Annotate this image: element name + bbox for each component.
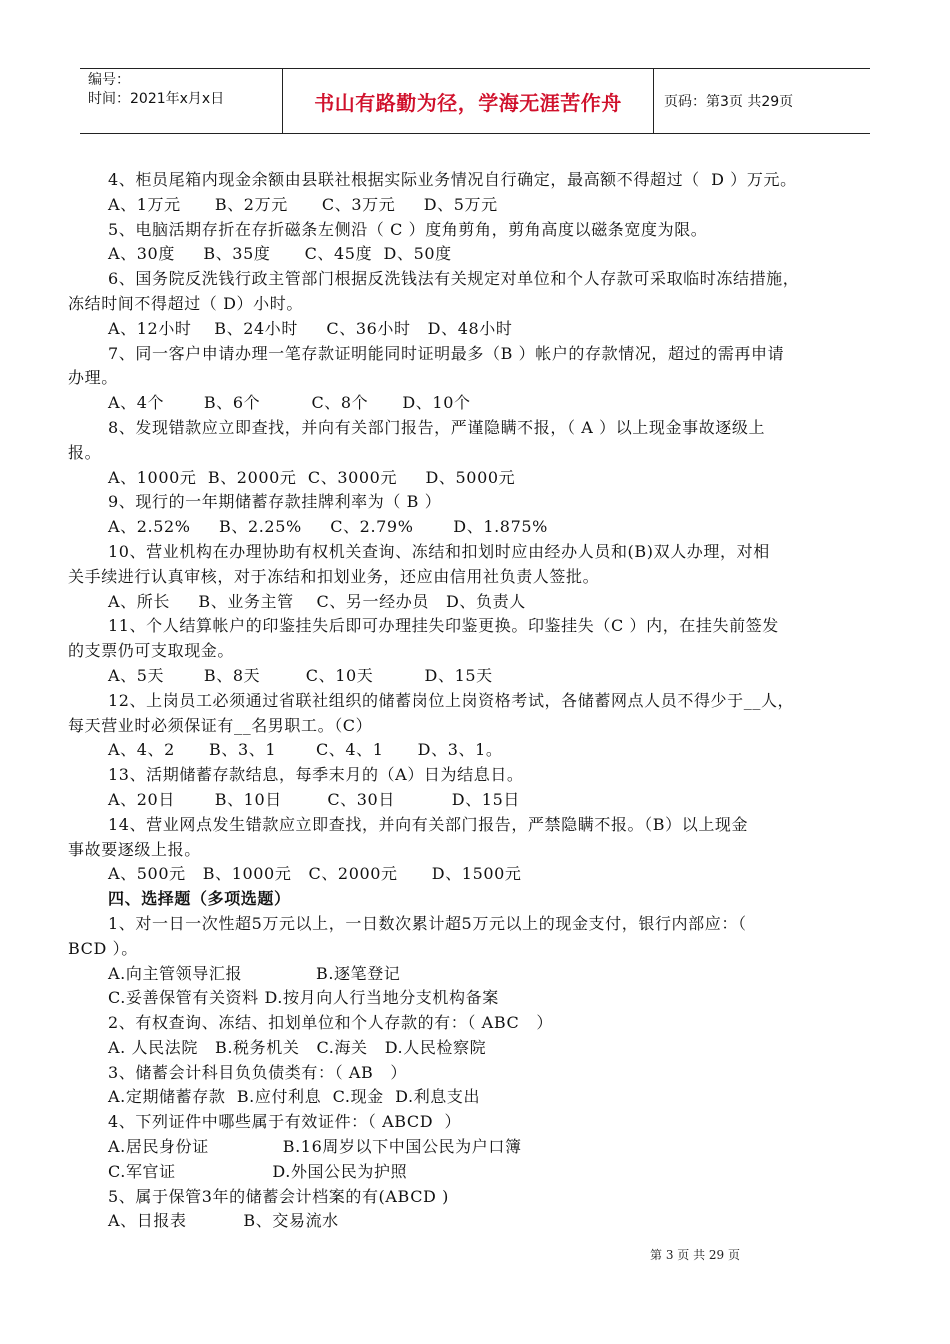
text-line: A、500元 B、1000元 C、2000元 D、1500元 bbox=[108, 864, 522, 884]
document-body bbox=[68, 168, 898, 1234]
section-heading: 四、选择题（多项选题） bbox=[108, 889, 291, 909]
header-motto: 书山有路勤为径，学海无涯苦作舟 bbox=[282, 69, 654, 133]
text-line: 6、国务院反洗钱行政主管部门根据反洗钱法有关规定对单位和个人存款可采取临时冻结措施， bbox=[108, 269, 800, 289]
text-line: C.军官证 D.外国公民为护照 bbox=[108, 1161, 408, 1181]
text-line: A、2.52% B、2.25% C、2.79% D、1.875% bbox=[108, 517, 548, 537]
text-line: A、1万元 B、2万元 C、3万元 D、5万元 bbox=[108, 194, 498, 214]
text-line: 报。 bbox=[68, 442, 102, 462]
text-line: 13、活期储蓄存款结息，每季末月的（A）日为结息日。 bbox=[108, 765, 524, 785]
text-line: 11、个人结算帐户的印鉴挂失后即可办理挂失印鉴更换。印鉴挂失（C ）内，在挂失前签发 bbox=[108, 616, 779, 636]
text-line: 1、对一日一次性超5万元以上，一日数次累计超5万元以上的现金支付，银行内部应：（ bbox=[108, 913, 747, 933]
text-line: 8、发现错款应立即查找，并向有关部门报告，严谨隐瞒不报，（ A ）以上现金事故逐级上 bbox=[108, 417, 766, 437]
text-line: A、4个 B、6个 C、8个 D、10个 bbox=[108, 393, 471, 413]
text-line: 的支票仍可支取现金。 bbox=[68, 641, 235, 661]
text-line: A、20日 B、10日 C、30日 D、15日 bbox=[108, 789, 520, 809]
page-header bbox=[80, 68, 870, 134]
text-line: 3、储蓄会计科目负负债类有：（ AB ） bbox=[108, 1062, 408, 1082]
text-line: 关手续进行认真审核，对于冻结和扣划业务，还应由信用社负责人签批。 bbox=[68, 566, 600, 586]
header-time: 时间：2021年x月x日 bbox=[88, 91, 225, 107]
text-line: A、12小时 B、24小时 C、36小时 D、48小时 bbox=[108, 318, 513, 338]
page-footer: 第 3 页 共 29 页 bbox=[650, 1248, 740, 1262]
text-line: 4、下列证件中哪些属于有效证件：（ ABCD ） bbox=[108, 1112, 462, 1132]
header-page-info: 页码：第3页 共29页 bbox=[664, 94, 794, 110]
text-line: A、4、2 B、3、1 C、4、1 D、3、1。 bbox=[108, 740, 503, 760]
text-line: A. 人民法院 B.税务机关 C.海关 D.人民检察院 bbox=[108, 1037, 487, 1057]
text-line: A、30度 B、35度 C、45度 D、50度 bbox=[108, 244, 452, 264]
text-line: 5、电脑活期存折在存折磁条左侧沿（ C ）度角剪角，剪角高度以磁条宽度为限。 bbox=[108, 219, 708, 239]
text-line: A.向主管领导汇报 B.逐笔登记 bbox=[108, 963, 401, 983]
text-line: 10、营业机构在办理协助有权机关查询、冻结和扣划时应由经办人员和(B)双人办理，对相 bbox=[108, 541, 770, 561]
text-line: 2、有权查询、冻结、扣划单位和个人存款的有：（ ABC ） bbox=[108, 1013, 553, 1033]
text-line: 冻结时间不得超过（ D）小时。 bbox=[68, 293, 303, 313]
text-line: BCD ）。 bbox=[68, 938, 138, 958]
text-line: A、日报表 B、交易流水 bbox=[108, 1211, 339, 1231]
header-code: 编号： bbox=[88, 72, 130, 88]
text-line: A.定期储蓄存款 B.应付利息 C.现金 D.利息支出 bbox=[108, 1087, 481, 1107]
text-line: 4、柜员尾箱内现金余额由县联社根据实际业务情况自行确定，最高额不得超过（ D ）万元。 bbox=[108, 170, 797, 189]
header-meta bbox=[80, 69, 282, 133]
text-line: 每天营业时必须保证有__名男职工。（C） bbox=[68, 715, 373, 735]
text-line: A、所长 B、业务主管 C、另一经办员 D、负责人 bbox=[108, 591, 526, 611]
text-line: A.居民身份证 B.16周岁以下中国公民为户口簿 bbox=[108, 1137, 522, 1157]
text-line: A、5天 B、8天 C、10天 D、15天 bbox=[108, 665, 493, 685]
text-line: 办理。 bbox=[68, 368, 118, 388]
text-line: 7、同一客户申请办理一笔存款证明能同时证明最多（B ）帐户的存款情况，超过的需再申请 bbox=[108, 343, 785, 363]
text-line: C.妥善保管有关资料 D.按月向人行当地分支机构备案 bbox=[108, 988, 499, 1008]
text-line: 事故要逐级上报。 bbox=[68, 839, 201, 859]
text-line: 12、上岗员工必须通过省联社组织的储蓄岗位上岗资格考试，各储蓄网点人员不得少于__人， bbox=[108, 690, 795, 710]
text-line: 14、营业网点发生错款应立即查找，并向有关部门报告，严禁隐瞒不报。（B）以上现金 bbox=[108, 814, 749, 834]
text-line: 9、现行的一年期储蓄存款挂牌利率为（ B ） bbox=[108, 492, 442, 512]
text-line: A、1000元 B、2000元 C、3000元 D、5000元 bbox=[108, 467, 516, 487]
text-line: 5、属于保管3年的储蓄会计档案的有(ABCD ) bbox=[108, 1186, 450, 1206]
